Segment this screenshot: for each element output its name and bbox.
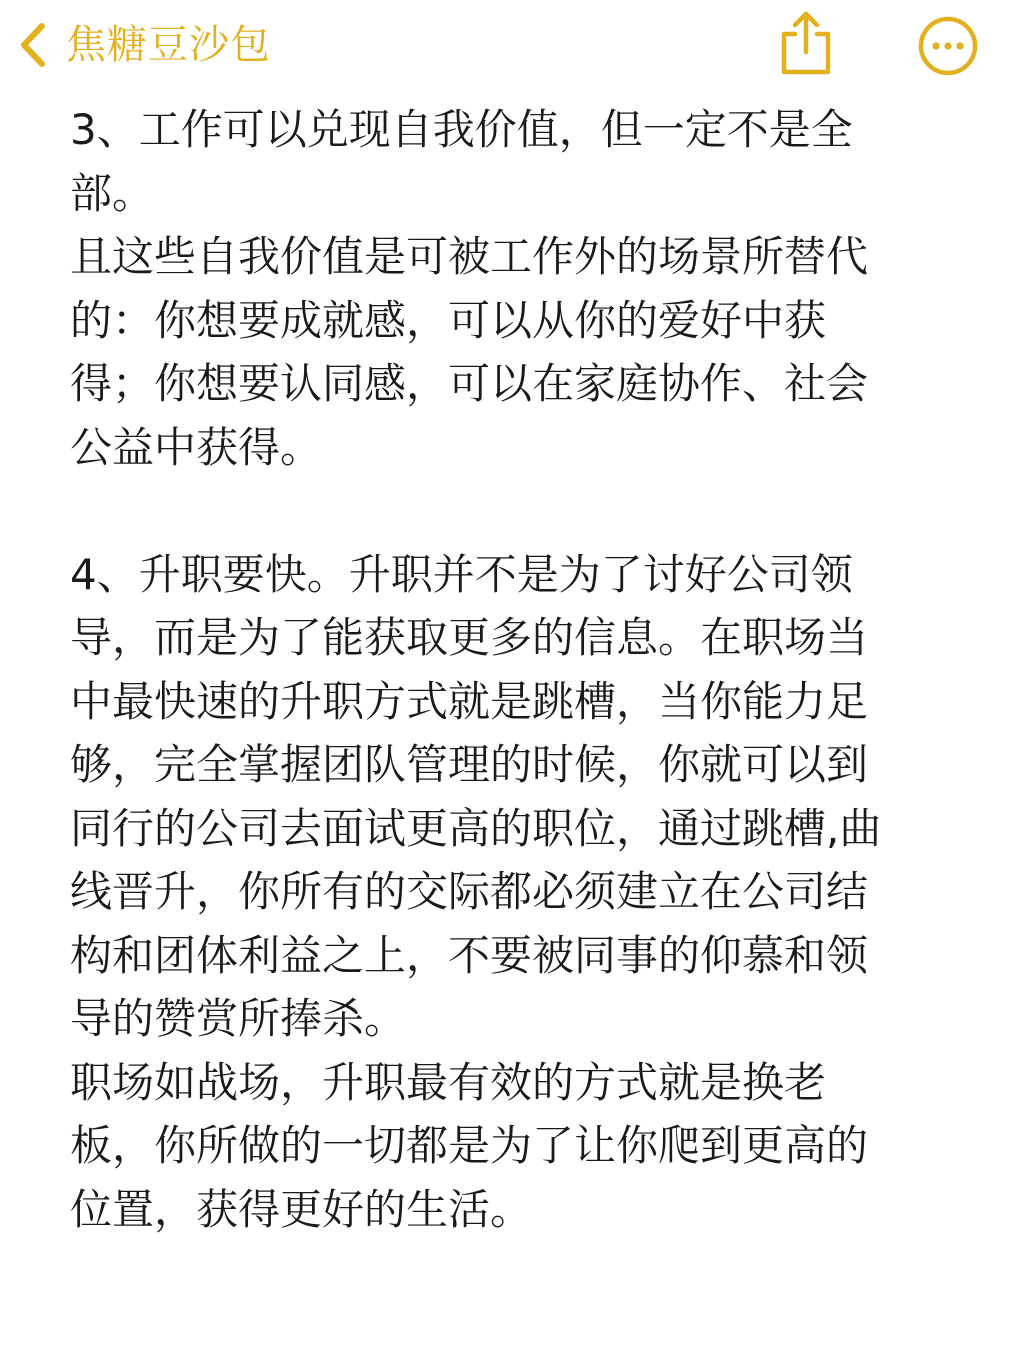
note-line: 位置，获得更好的生活。: [70, 1184, 533, 1234]
note-line: 中最快速的升职方式就是跳槽，当你能力足: [70, 676, 869, 726]
note-line: 公益中获得。: [70, 422, 323, 472]
navigation-bar: [0, 0, 1024, 96]
note-line: 且这些自我价值是可被工作外的场景所替代: [70, 232, 869, 281]
blank-line: [70, 479, 950, 543]
share-icon: [776, 63, 836, 82]
back-label: 焦糖豆沙包: [66, 22, 271, 68]
note-line: 板，你所做的一切都是为了让你爬到更高的: [70, 1121, 869, 1170]
share-button[interactable]: [776, 8, 836, 78]
back-button[interactable]: [18, 14, 271, 76]
ellipsis-circle-icon: [914, 65, 982, 84]
note-line: 的：你想要成就感，可以从你的爱好中获: [70, 295, 827, 345]
note-line: 构和团体利益之上，不要被同事的仰慕和领: [70, 930, 869, 980]
chevron-left-icon: [18, 20, 48, 70]
note-line: 够，完全掌握团队管理的时候，你就可以到: [70, 740, 869, 789]
note-line: 得；你想要认同感，可以在家庭协作、社会: [70, 359, 869, 408]
note-line: 导的赞赏所捧杀。: [70, 994, 407, 1043]
note-line: 职场如战场，升职最有效的方式就是换老: [70, 1057, 827, 1107]
note-body[interactable]: [70, 98, 950, 1241]
note-line: 部。: [70, 168, 155, 218]
note-line: 4、升职要快。升职并不是为了讨好公司领: [70, 549, 853, 599]
note-line: 3、工作可以兑现自我价值，但一定不是全: [70, 105, 853, 154]
note-line: 线晋升，你所有的交际都必须建立在公司结: [70, 867, 869, 916]
more-button[interactable]: [914, 12, 982, 80]
note-line: 同行的公司去面试更高的职位，通过跳槽,曲: [70, 803, 882, 853]
note-line: 导，而是为了能获取更多的信息。在职场当: [70, 613, 869, 662]
